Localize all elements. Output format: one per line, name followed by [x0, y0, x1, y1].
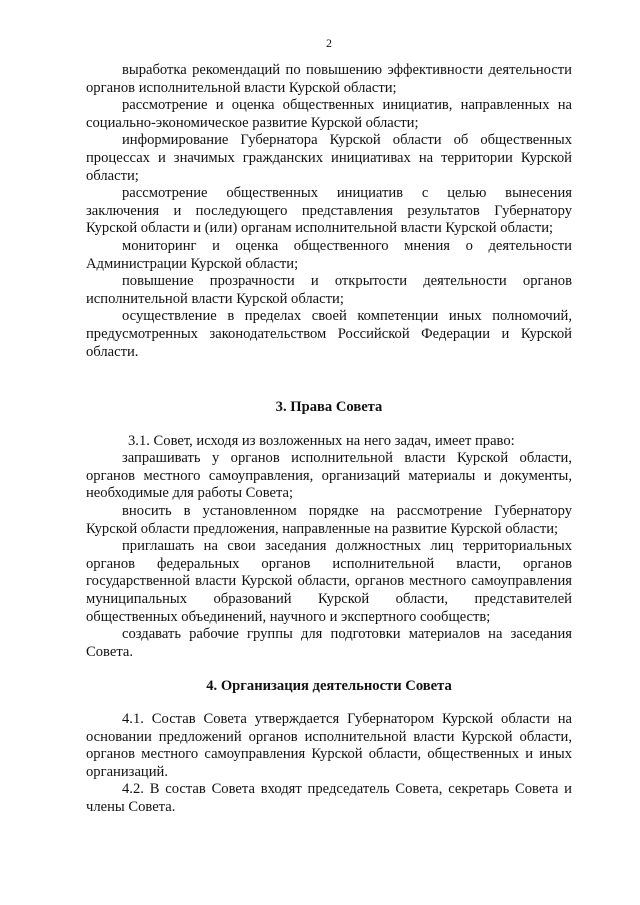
- section-3-item: запрашивать у органов исполнительной власти Курской области, органов местного самоуправления, организаций материалы и документы, необходимые для работы Совета;: [86, 450, 572, 502]
- section-4-heading: 4. Организация деятельности Совета: [206, 678, 452, 695]
- section-4-item: 4.2. В состав Совета входят председатель Совета, секретарь Совета и члены Совета.: [86, 781, 572, 815]
- intro-item: мониторинг и оценка общественного мнения о деятельности Администрации Курской области;: [86, 237, 572, 272]
- section-4-item: 4.1. Состав Совета утверждается Губернатором Курской области на основании предложений органов исполнительной власти Курской области, органов местного самоуправления Курской области, общественных и иных организаций.: [86, 711, 572, 780]
- section-3-lead: 3.1. Совет, исходя из возложенных на него задач, имеет право:: [128, 432, 515, 449]
- intro-item: рассмотрение и оценка общественных инициатив, направленных на социально-экономическое развитие Курской области;: [86, 97, 572, 131]
- section-3-item: создавать рабочие группы для подготовки материалов на заседания Совета.: [86, 626, 572, 660]
- intro-item: осуществление в пределах своей компетенции иных полномочий, предусмотренных законодательством Российской Федерации и Курской области.: [86, 308, 572, 360]
- intro-item: повышение прозрачности и открытости деятельности органов исполнительной власти Курской области;: [86, 273, 572, 307]
- intro-item: выработка рекомендаций по повышению эффективности деятельности органов исполнительной власти Курской области;: [86, 62, 572, 96]
- page-number: 2: [326, 36, 332, 50]
- section-3-heading: 3. Права Совета: [275, 399, 383, 416]
- section-3-item: приглашать на свои заседания должностных лиц территориальных органов федеральных органов исполнительной власти, органов государственной власти Курской области, органов местного самоуправления муниципальных образований Курской области, представителей общественных объединений, научного и экспертного сообществ;: [86, 538, 572, 625]
- intro-item: рассмотрение общественных инициатив с целью вынесения заключения и последующего представления результатов Губернатору Курской области и (или) органам исполнительной власти Курской области;: [86, 185, 572, 237]
- section-3-item: вносить в установленном порядке на рассмотрение Губернатору Курской области предложения, направленные на развитие Курской области;: [86, 503, 572, 537]
- intro-item: информирование Губернатора Курской области об общественных процессах и значимых гражданских инициативах на территории Курской области;: [86, 132, 572, 184]
